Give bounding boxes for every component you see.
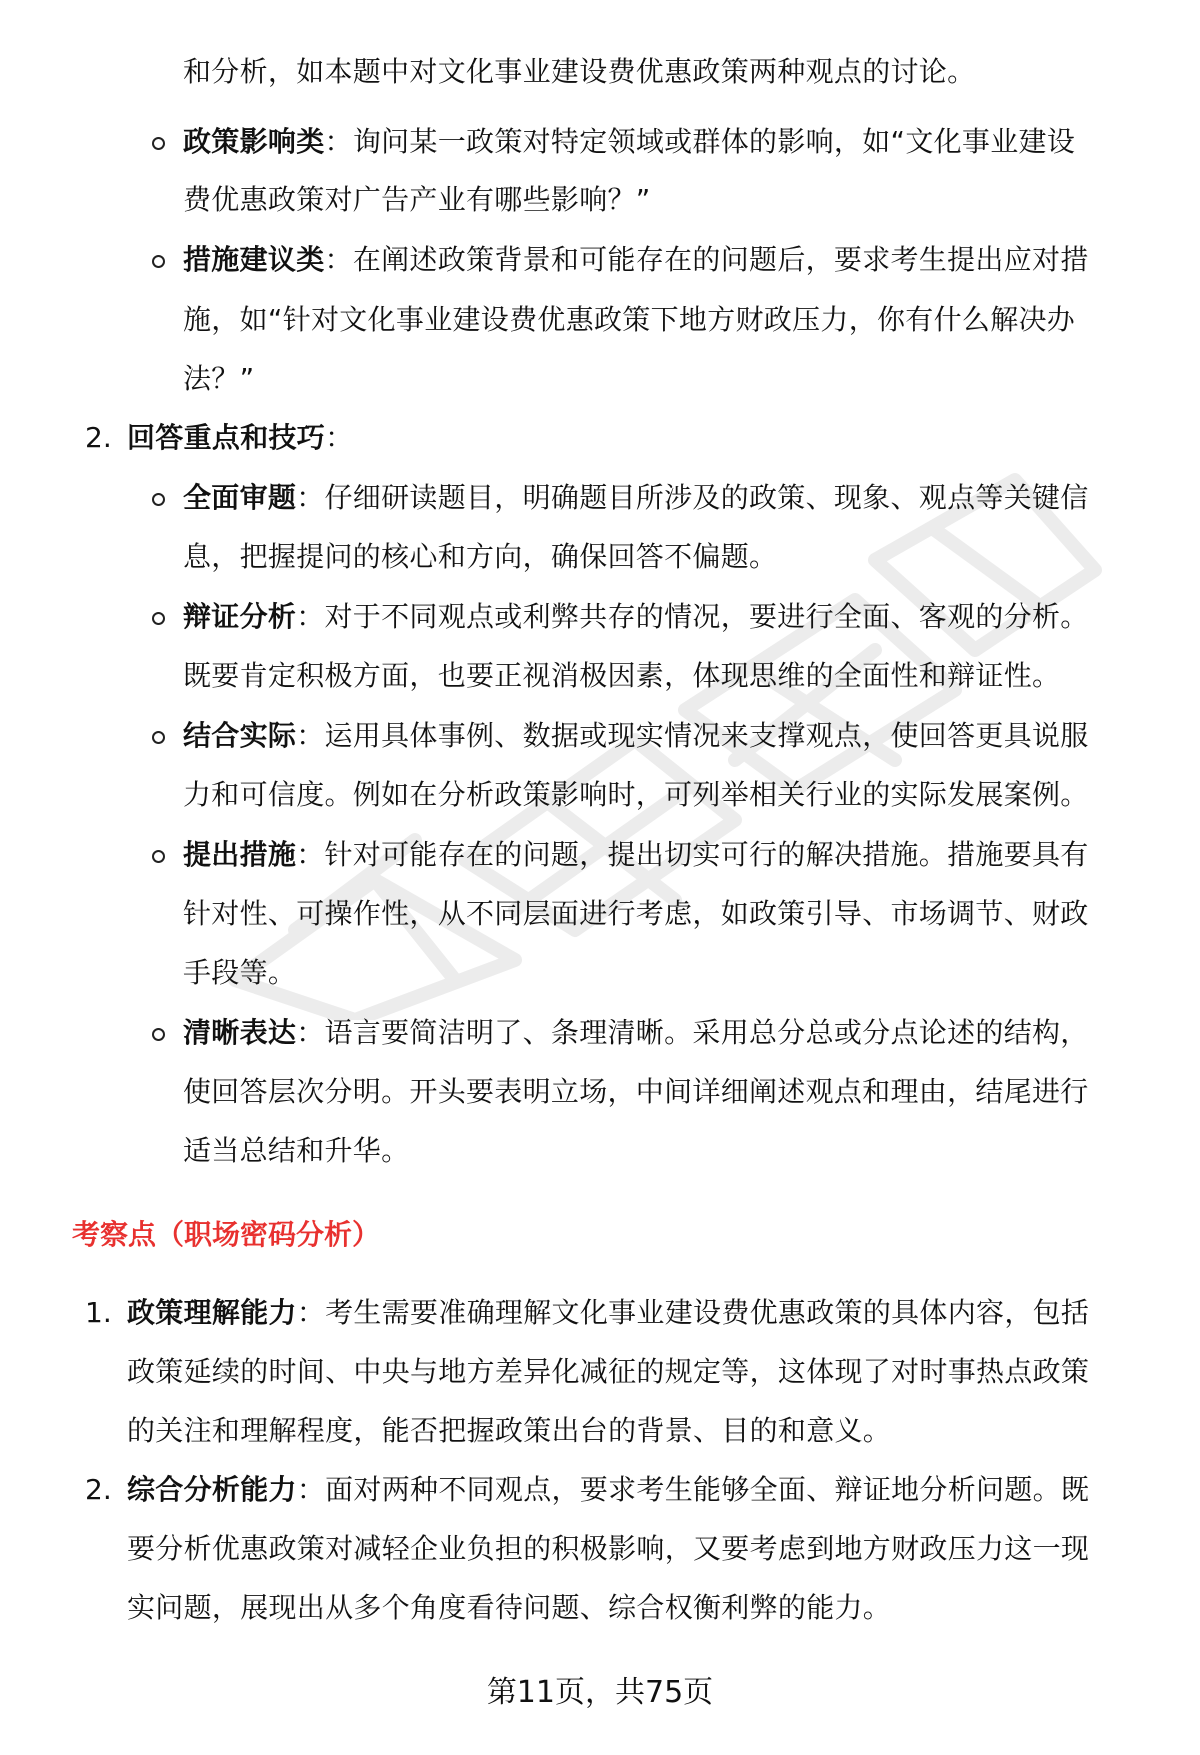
bullet-icon — [152, 493, 165, 506]
bullet-icon — [152, 1028, 165, 1041]
tip-dialectical-analysis — [183, 597, 1089, 637]
term-label: 措施建议类 — [183, 243, 325, 276]
question-type-policy-impact — [183, 122, 1075, 162]
line-text: ：对于不同观点或利弊共存的情况，要进行全面、客观的分析。 — [296, 600, 1089, 633]
list-number: 2. — [85, 1473, 112, 1506]
line-text: 适当总结和升华。 — [183, 1134, 410, 1167]
line-text: 针对性、可操作性，从不同层面进行考虑，如政策引导、市场调节、财政 — [183, 897, 1089, 930]
line-text: 的关注和理解程度，能否把握政策出台的背景、目的和意义。 — [127, 1414, 892, 1447]
ability-policy-understanding — [127, 1293, 1089, 1333]
question-type-measures — [183, 240, 1089, 280]
line-text: 政策延续的时间、中央与地方差异化减征的规定等，这体现了对时事热点政策 — [127, 1355, 1090, 1388]
colon-text: ： — [325, 421, 354, 454]
term-label: 辩证分析 — [183, 600, 297, 633]
tip-clear-expression — [183, 1013, 1089, 1053]
line-text: ：运用具体事例、数据或现实情况来支撑观点，使回答更具说服 — [296, 719, 1089, 752]
line-text: 费优惠政策对广告产业有哪些影响？” — [183, 183, 651, 216]
bullet-icon — [152, 612, 165, 625]
point2-heading — [127, 418, 353, 458]
term-label: 政策理解能力 — [127, 1296, 297, 1329]
line-text: ：在阐述政策背景和可能存在的问题后，要求考生提出应对措 — [324, 243, 1089, 276]
term-label: 结合实际 — [183, 719, 297, 752]
line-text: 既要肯定积极方面，也要正视消极因素，体现思维的全面性和辩证性。 — [183, 659, 1061, 692]
line-text: 力和可信度。例如在分析政策影响时，可列举相关行业的实际发展案例。 — [183, 778, 1089, 811]
ability-comprehensive-analysis — [127, 1470, 1089, 1510]
page-number: 第11页，共75页 — [486, 1675, 714, 1710]
term-label: 清晰表达 — [183, 1016, 297, 1049]
term-label: 回答重点和技巧 — [127, 421, 326, 454]
line-text: 要分析优惠政策对减轻企业负担的积极影响，又要考虑到地方财政压力这一现 — [127, 1532, 1090, 1565]
intro-tail-text: 和分析，如本题中对文化事业建设费优惠政策两种观点的讨论。 — [183, 55, 976, 88]
line-text: 使回答层次分明。开头要表明立场，中间详细阐述观点和理由，结尾进行 — [183, 1075, 1089, 1108]
line-text: ：面对两种不同观点，要求考生能够全面、辩证地分析问题。既 — [296, 1473, 1090, 1506]
term-label: 综合分析能力 — [127, 1473, 297, 1506]
bullet-icon — [152, 850, 165, 863]
line-text: ：考生需要准确理解文化事业建设费优惠政策的具体内容，包括 — [296, 1296, 1090, 1329]
tip-practical — [183, 716, 1089, 756]
section-title: 考察点（职场密码分析） — [72, 1218, 381, 1251]
tip-comprehensive-review — [183, 478, 1089, 518]
list-number: 2. — [85, 421, 112, 454]
tip-propose-measures — [183, 835, 1089, 875]
bullet-icon — [152, 731, 165, 744]
bullet-icon — [152, 137, 165, 150]
line-text: 手段等。 — [183, 956, 297, 989]
bullet-icon — [152, 255, 165, 268]
line-text: ：语言要简洁明了、条理清晰。采用总分总或分点论述的结构， — [296, 1016, 1089, 1049]
list-number: 1. — [85, 1296, 112, 1329]
line-text: ：针对可能存在的问题，提出切实可行的解决措施。措施要具有 — [296, 838, 1089, 871]
term-label: 提出措施 — [183, 838, 297, 871]
term-label: 全面审题 — [183, 481, 297, 514]
line-text: ：仔细研读题目，明确题目所涉及的政策、现象、观点等关键信 — [296, 481, 1089, 514]
line-text: 施，如“针对文化事业建设费优惠政策下地方财政压力，你有什么解决办 — [183, 303, 1076, 336]
line-text: ：询问某一政策对特定领域或群体的影响，如“文化事业建设 — [324, 125, 1076, 158]
line-text: 息，把握提问的核心和方向，确保回答不偏题。 — [183, 540, 778, 573]
term-label: 政策影响类 — [183, 125, 325, 158]
line-text: 实问题，展现出从多个角度看待问题、综合权衡利弊的能力。 — [127, 1591, 892, 1624]
line-text: 法？” — [183, 362, 255, 395]
